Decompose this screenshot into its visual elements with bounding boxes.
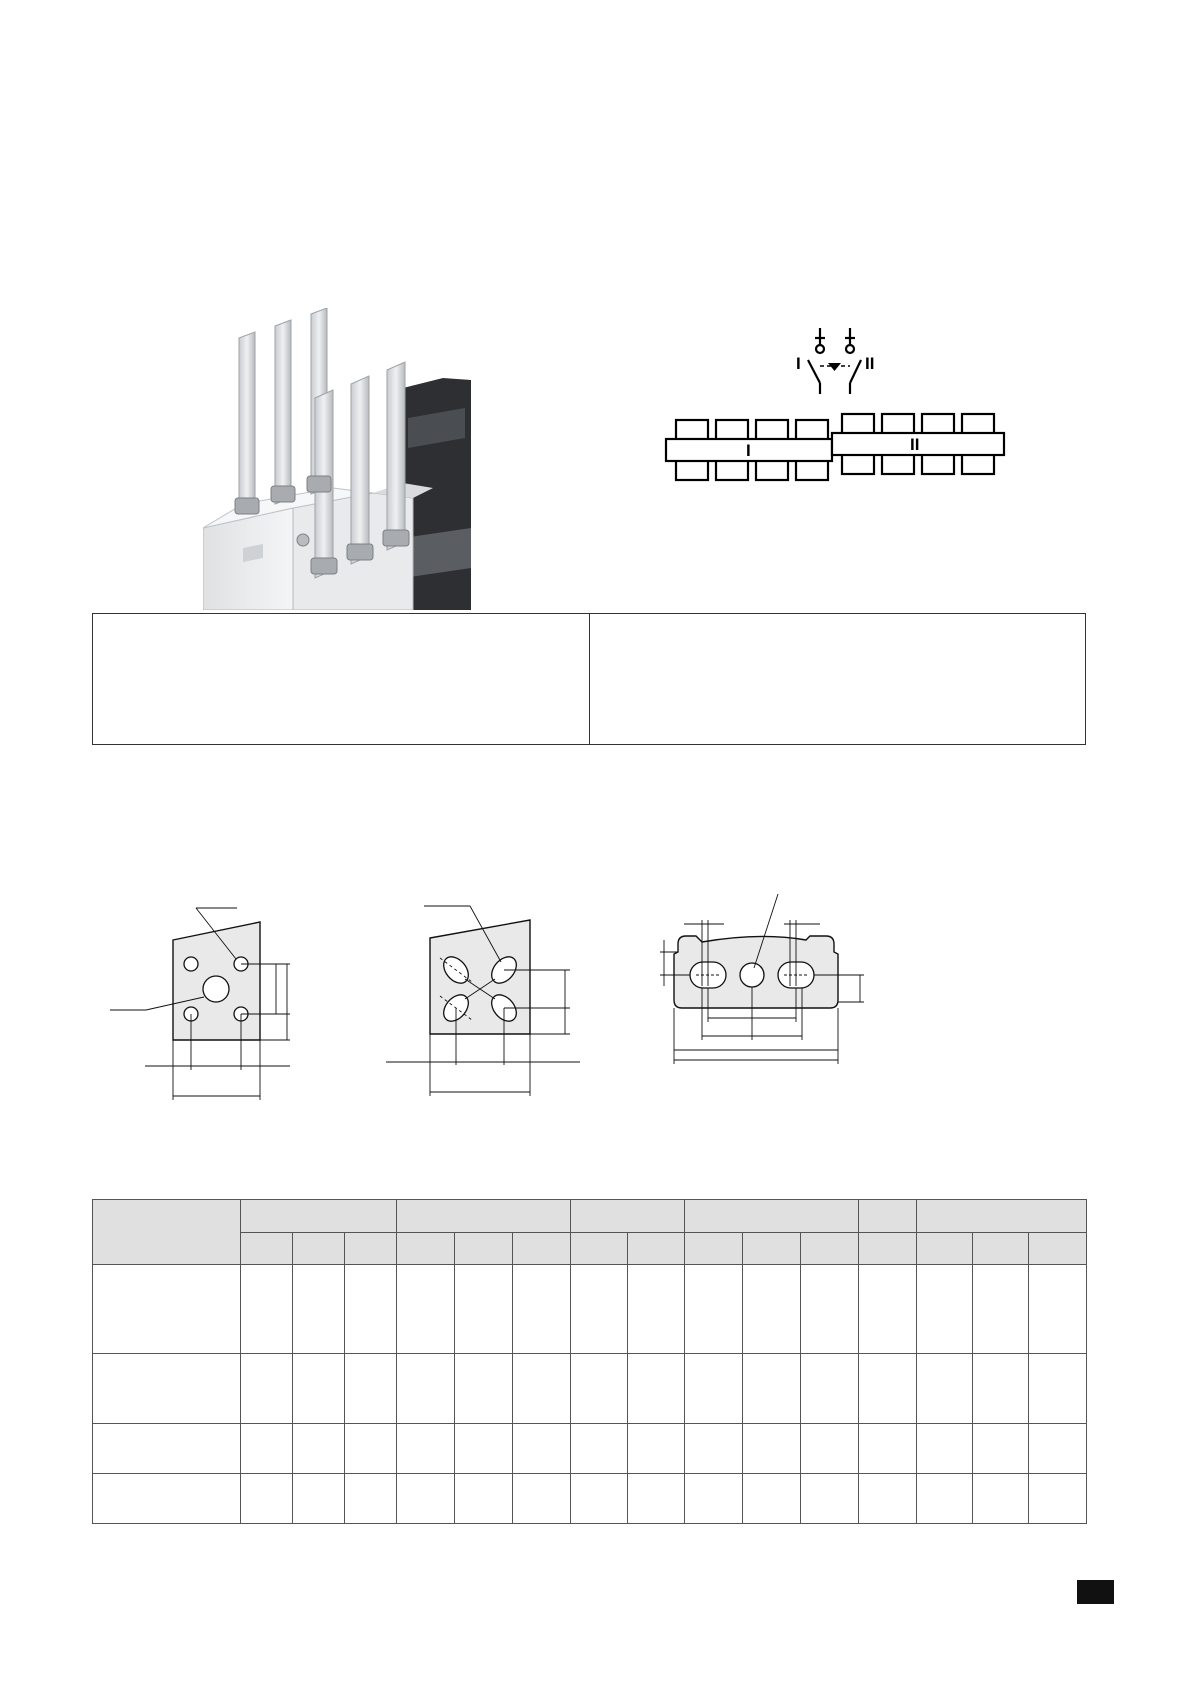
table-row (93, 1474, 1087, 1524)
drilling-drawing-3 (650, 890, 880, 1110)
table-row (93, 1424, 1087, 1474)
table-header-row-1 (93, 1200, 1087, 1233)
block-mark-left: I (746, 441, 751, 460)
description-box-divider (589, 614, 590, 744)
table-row (93, 1265, 1087, 1354)
product-photo (203, 308, 473, 610)
description-box (92, 613, 1086, 745)
pole-mark-right: II (865, 354, 875, 373)
table-corner-cell (93, 1200, 241, 1265)
spec-table (92, 1199, 1087, 1524)
drilling-drawing-2 (380, 900, 590, 1110)
table-header-row-2 (93, 1233, 1087, 1265)
table-group-header (917, 1200, 1087, 1233)
table-group-header (571, 1200, 685, 1233)
drilling-drawing-1 (110, 900, 300, 1110)
table-group-header (685, 1200, 859, 1233)
table-row (93, 1354, 1087, 1424)
page-number-tab (1077, 1580, 1114, 1604)
block-mark-right: II (910, 435, 920, 454)
table-group-header (397, 1200, 571, 1233)
table-group-header (241, 1200, 397, 1233)
changeover-switch-symbol (660, 318, 1010, 488)
table-group-header (859, 1200, 917, 1233)
switch-diagram (660, 318, 1010, 488)
pole-mark-left: I (796, 354, 801, 373)
terminal-extension-illustration (203, 308, 473, 610)
